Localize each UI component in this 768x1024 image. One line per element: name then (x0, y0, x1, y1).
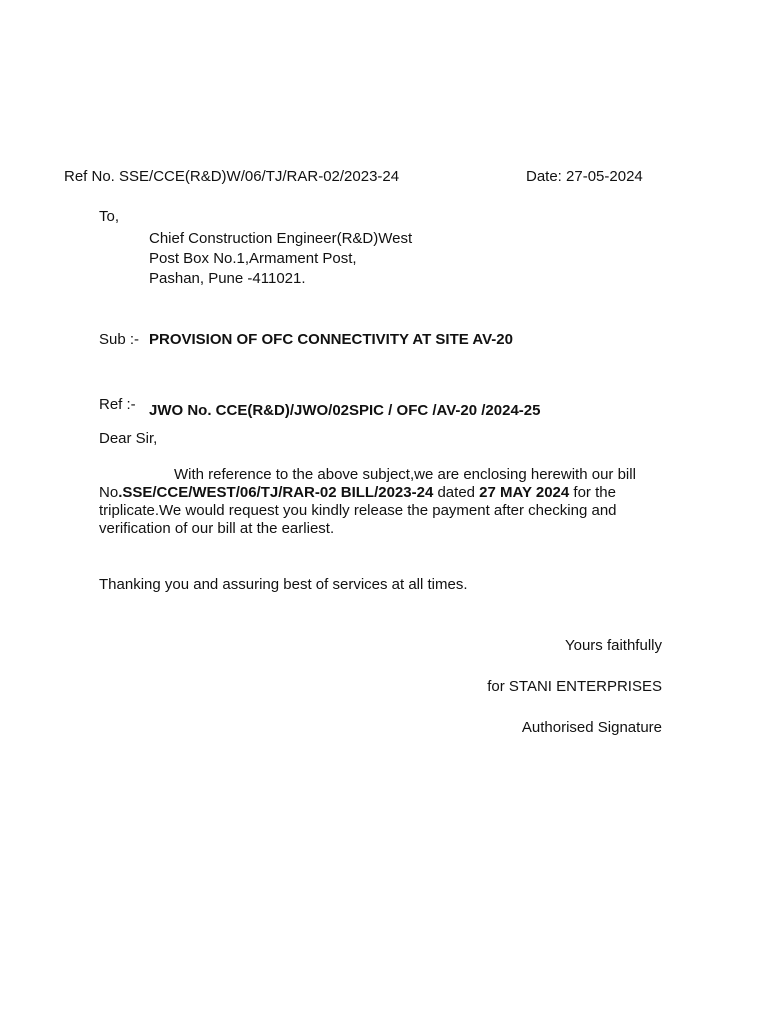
body-text: for the triplicate.We would request you kindly release the payment after checking and verification of our bill at the earliest. (99, 484, 617, 537)
reference-label: Ref :- (99, 396, 136, 413)
address-line: Chief Construction Engineer(R&D)West (149, 230, 413, 247)
body-text: With reference to the above subject,we are enclosing herewith our bill No (99, 466, 636, 501)
body-paragraph (99, 466, 662, 538)
address-line: Post Box No.1,Armament Post, (149, 250, 357, 267)
to-label: To, (99, 208, 120, 225)
bill-number: .SSE/CCE/WEST/06/TJ/RAR-02 BILL/2023-24 (118, 484, 434, 501)
thanks-line: Thanking you and assuring best of services at all times. (99, 576, 468, 593)
reference-number: Ref No. SSE/CCE(R&D)W/06/TJ/RAR-02/2023-24 (64, 168, 400, 185)
reference-text: JWO No. CCE(R&D)/JWO/02SPIC / OFC /AV-20 /2024-25 (149, 402, 541, 419)
address-line: Pashan, Pune -411021. (149, 270, 306, 287)
salutation: Dear Sir, (99, 430, 158, 447)
closing-signature: Authorised Signature (521, 719, 662, 736)
closing-yours: Yours faithfully (564, 637, 662, 654)
subject-label: Sub :- (99, 331, 140, 348)
body-text: dated (433, 484, 480, 501)
bill-date: 27 MAY 2024 (479, 484, 570, 501)
recipient-address (149, 229, 412, 289)
letter-date: Date: 27-05-2024 (526, 168, 643, 185)
closing-company: for STANI ENTERPRISES (487, 678, 662, 695)
subject-text: PROVISION OF OFC CONNECTIVITY AT SITE AV-20 (149, 331, 513, 348)
